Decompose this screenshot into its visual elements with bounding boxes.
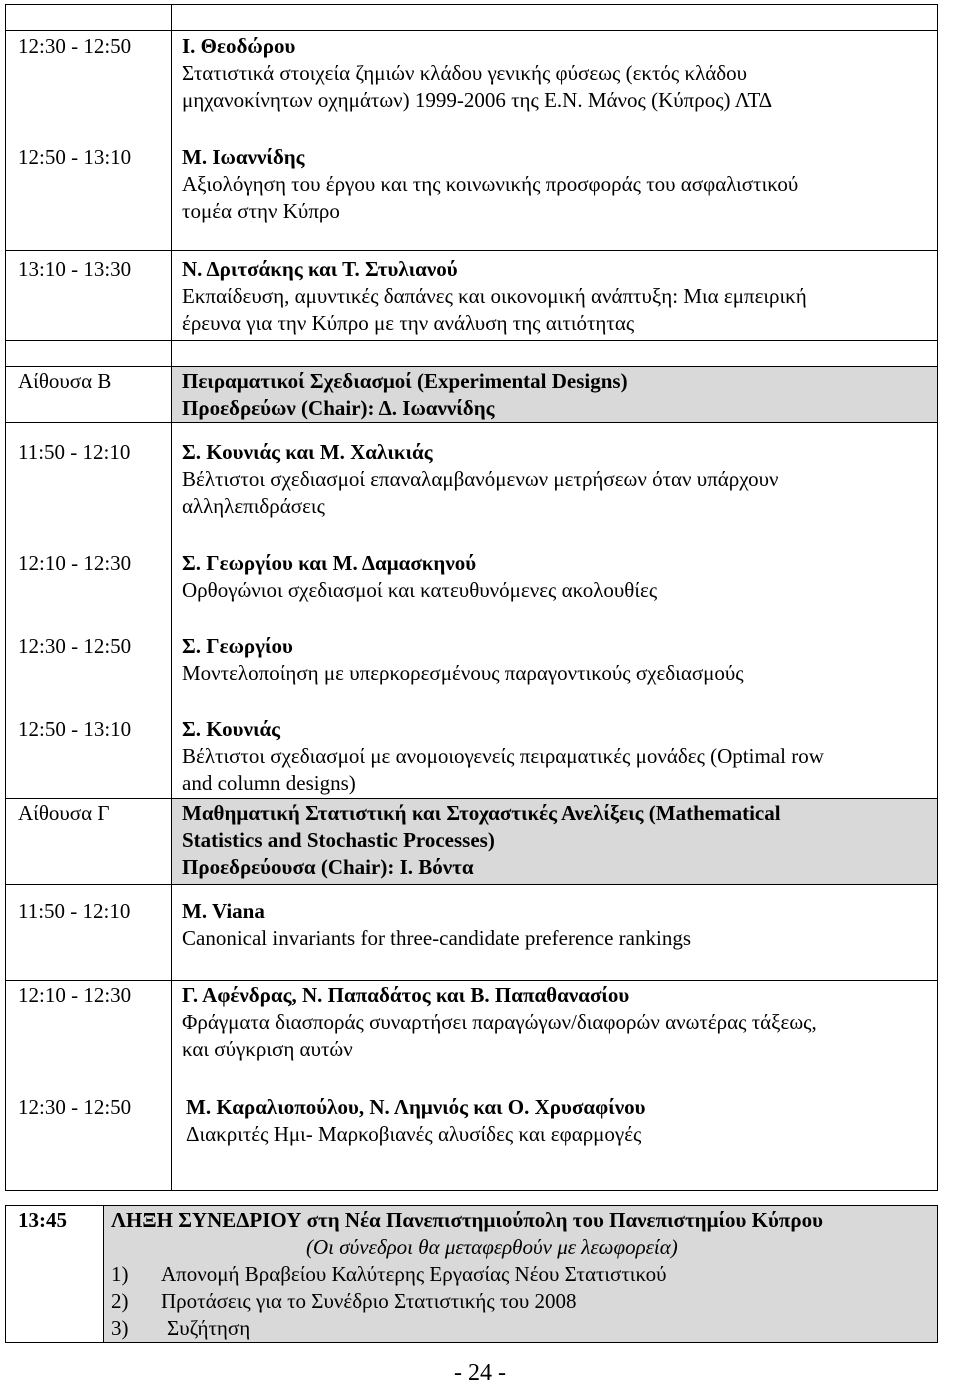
session-title-line: έρευνα για την Κύπρο με την ανάλυση της αιτιότητας: [182, 311, 635, 335]
chair-line: Προεδρεύουσα (Chair): Ι. Βόντα: [182, 855, 474, 879]
table-divider: [5, 340, 938, 341]
talk-title-line: Ορθογώνιοι σχεδιασμοί και κατευθυνόμενες ακολουθίες: [182, 578, 658, 602]
session-title-line: μηχανοκίνητων οχημάτων) 1999-2006 της Ε.Ν. Μάνος (Κύπρος) ΛΤΔ: [182, 88, 773, 112]
item-number: 2): [111, 1289, 129, 1313]
table-column-divider: [171, 4, 172, 1190]
session-entry: [182, 144, 798, 225]
item-number: 3): [111, 1316, 129, 1340]
session-title-line: τομέα στην Κύπρο: [182, 199, 340, 223]
closing-box-border: [5, 1205, 938, 1206]
talk-title-line: αλληλεπιδράσεις: [182, 494, 325, 518]
closing-box-border: [5, 1205, 6, 1343]
closing-box-border: [937, 1205, 938, 1343]
session-entry: [182, 33, 772, 114]
table-divider: [5, 422, 938, 423]
table-divider: [5, 1190, 938, 1191]
closing-item: [111, 1315, 250, 1342]
session-heading-line: Statistics and Stochastic Processes): [182, 828, 495, 852]
talk-authors: Σ. Γεωργίου: [182, 634, 293, 658]
item-text: Συζήτηση: [167, 1316, 251, 1340]
talk-entry: [182, 716, 824, 797]
talk-entry: [182, 982, 817, 1063]
table-divider: [5, 30, 938, 31]
session-title-line: Στατιστικά στοιχεία ζημιών κλάδου γενικής φύσεως (εκτός κλάδου: [182, 61, 748, 85]
session-time: 13:10 - 13:30: [18, 257, 132, 281]
talk-authors: Σ. Γεωργίου και Μ. Δαμασκηνού: [182, 551, 477, 575]
session-time: 12:30 - 12:50: [18, 34, 132, 58]
talk-title-line: Βέλτιστοι σχεδιασμοί επαναλαμβανόμενων μετρήσεων όταν υπάρχουν: [182, 467, 779, 491]
chair-line: Προεδρεύων (Chair): Δ. Ιωαννίδης: [182, 396, 495, 420]
talk-entry: [182, 633, 744, 687]
session-authors: Ι. Θεοδώρου: [182, 34, 296, 58]
table-top-border: [5, 4, 938, 5]
talk-title-line: Διακριτές Ημι- Μαρκοβιανές αλυσίδες και εφαρμογές: [186, 1122, 642, 1146]
talk-title-line: Canonical invariants for three-candidate preference rankings: [182, 926, 692, 950]
talk-title-line: Βέλτιστοι σχεδιασμοί με ανομοιογενείς πειραματικές μονάδες (Optimal row: [182, 744, 824, 768]
talk-time: 12:30 - 12:50: [18, 1095, 132, 1119]
talk-entry: [186, 1094, 646, 1148]
closing-box-divider: [103, 1205, 104, 1343]
session-time: 12:50 - 13:10: [18, 145, 132, 169]
talk-entry: [182, 439, 779, 520]
talk-entry: [182, 550, 657, 604]
talk-entry: [182, 898, 691, 952]
item-text: Απονομή Βραβείου Καλύτερης Εργασίας Νέου Στατιστικού: [161, 1262, 667, 1286]
room-g-session-heading: [182, 800, 781, 881]
talk-time: 11:50 - 12:10: [18, 440, 131, 464]
room-label: Αίθουσα Β: [18, 369, 112, 393]
closing-title: ΛΗΞΗ ΣΥΝΕΔΡΙΟΥ στη Νέα Πανεπιστημιούπολη του Πανεπιστημίου Κύπρου: [111, 1208, 824, 1232]
closing-note: (Οι σύνεδροι θα μεταφερθούν με λεωφορεία): [306, 1235, 678, 1259]
talk-authors: Γ. Αφένδρας, Ν. Παπαδάτος και Β. Παπαθανασίου: [182, 983, 630, 1007]
closing-item: [111, 1261, 666, 1288]
talk-authors: Σ. Κουνιάς και Μ. Χαλικιάς: [182, 440, 433, 464]
table-divider: [5, 250, 938, 251]
session-authors: Ν. Δριτσάκης και Τ. Στυλιανού: [182, 257, 458, 281]
talk-title-line: Μοντελοποίηση με υπερκορεσμένους παραγοντικούς σχεδιασμούς: [182, 661, 744, 685]
session-entry: [182, 256, 807, 337]
table-right-border: [937, 4, 938, 1190]
table-divider: [5, 366, 938, 367]
page-number: - 24 -: [454, 1360, 506, 1386]
session-title-line: Εκπαίδευση, αμυντικές δαπάνες και οικονομική ανάπτυξη: Μια εμπειρική: [182, 284, 807, 308]
talk-title-line: και σύγκριση αυτών: [182, 1037, 353, 1061]
talk-time: 12:50 - 13:10: [18, 717, 132, 741]
talk-title-line: Φράγματα διασποράς συναρτήσει παραγώγων/διαφορών ανωτέρας τάξεως,: [182, 1010, 817, 1034]
session-heading-line: Μαθηματική Στατιστική και Στοχαστικές Ανελίξεις (Mathematical: [182, 801, 781, 825]
item-text: Προτάσεις για το Συνέδριο Στατιστικής του 2008: [161, 1289, 577, 1313]
session-heading-line: Πειραματικοί Σχεδιασμοί (Experimental Designs): [182, 369, 628, 393]
talk-authors: Μ. Καραλιοπούλου, Ν. Λημνιός και Ο. Χρυσαφίνου: [186, 1095, 646, 1119]
table-left-border: [5, 4, 6, 1190]
room-b-session-heading: [182, 368, 628, 422]
session-title-line: Αξιολόγηση του έργου και της κοινωνικής προσφοράς του ασφαλιστικού: [182, 172, 799, 196]
talk-time: 12:10 - 12:30: [18, 551, 132, 575]
talk-authors: Σ. Κουνιάς: [182, 717, 281, 741]
table-divider: [5, 798, 938, 799]
talk-authors: M. Viana: [182, 899, 265, 923]
table-divider: [5, 884, 938, 885]
closing-item: [111, 1288, 577, 1315]
item-number: 1): [111, 1262, 129, 1286]
talk-time: 12:10 - 12:30: [18, 983, 132, 1007]
table-divider: [5, 980, 938, 981]
closing-time: 13:45: [18, 1208, 67, 1232]
talk-time: 12:30 - 12:50: [18, 634, 132, 658]
talk-title-line: and column designs): [182, 771, 356, 795]
room-label: Αίθουσα Γ: [18, 801, 110, 825]
talk-time: 11:50 - 12:10: [18, 899, 131, 923]
session-authors: Μ. Ιωαννίδης: [182, 145, 305, 169]
closing-box-border: [5, 1342, 938, 1343]
